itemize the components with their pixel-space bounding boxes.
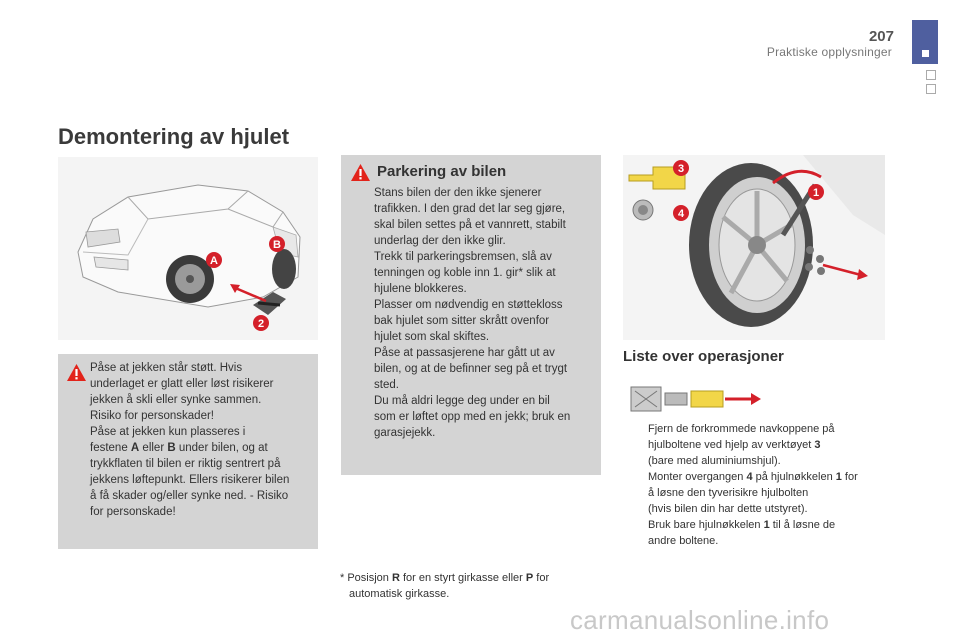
section-name: Praktiske opplysninger [766,45,892,59]
parking-line: sted. [374,379,399,391]
warning-line: trykkflaten til bilen er riktig sentrert på [90,458,281,470]
tab-box [926,70,936,80]
warning-line: underlaget er glatt eller løst risikerer [90,378,274,390]
callout-B [269,236,285,252]
jack-warning-box [58,354,318,549]
callout-label: A [210,255,218,267]
warning-line: Påse at jekken kun plasseres i [90,426,246,438]
wheel-removal-illustration [623,155,885,340]
tab-marker [922,50,929,57]
callout-label: 3 [677,163,685,175]
callout-label: 4 [677,208,685,220]
operation-item: Monter overgangen 4 på hjulnøkkelen 1 for å løsne den tyverisikre hjulbolten (hvis bilen din har dette utstyret). [623,469,893,517]
callout-3 [673,160,689,176]
bullet-icon [623,421,648,469]
warning-line: for personskade! [90,506,176,518]
callout-label: 2 [257,318,265,330]
parking-line: Påse at passasjerene har gått ut av [374,347,555,359]
watermark: carmanualsonline.info [570,605,830,635]
warning-line: å få skader og/eller synke ned. - Risiko [90,490,289,502]
bullet-icon [623,469,648,517]
parking-line: tenningen og koble inn 1. gir* slik at [374,267,556,279]
footnote-line: * Posisjon R for en styrt girkasse eller P for [340,572,550,584]
parking-line: Trekk til parkeringsbremsen, slå av [374,251,552,263]
warning-icon [67,364,86,381]
page-title: Demontering av hjulet [58,124,290,149]
parking-line: garasjejekk. [374,427,436,439]
parking-line: underlag der den ikke glir. [374,235,506,247]
footnote-line: automatisk girkasse. [349,588,450,600]
parking-line: Du må aldri legge deg under en bil [374,395,550,407]
operations-title: Liste over operasjoner [623,348,784,365]
callout-label: 1 [812,187,820,199]
jack-warning-text [90,360,316,520]
parking-line: skal bilen settes på et vannrett, stabilt [374,219,566,231]
parking-line: bak hjulet som sitter skrått ovenfor [374,315,550,327]
callout-4 [673,205,689,221]
car-jack-illustration [58,157,318,340]
callout-2 [253,315,269,331]
operation-item: Fjern de forkrommede navkoppene på hjulboltene ved hjelp av verktøyet 3 (bare med aluminiumshjul). [623,421,893,469]
tools-illustration [623,381,773,417]
parking-line: som er løftet opp med en jekk; bruk en [374,411,571,423]
warning-line: jekken å skli eller synke sammen. [90,394,262,406]
parking-line: hjulene blokkeres. [374,283,467,295]
parking-title: Parkering av bilen [377,163,507,180]
parking-line: trafikken. I den grad det lar seg gjøre, [374,203,566,215]
parking-box [341,155,601,475]
parking-line: hjulet som skal skiftes. [374,331,490,343]
parking-text [374,185,598,441]
warning-line: jekkens løftepunkt. Ellers risikerer bilen [90,474,290,486]
section-tab [912,20,938,64]
operation-item: Bruk bare hjulnøkkelen 1 til å løsne de andre boltene. [623,517,893,549]
warning-line: festene A eller B under bilen, og at [90,442,268,454]
tab-box [926,84,936,94]
callout-1 [808,184,824,200]
warning-line: Påse at jekken står støtt. Hvis [90,362,243,374]
page-number: 207 [868,28,894,45]
callout-label: B [273,239,281,251]
parking-line: bilen, og at de befinner seg på et trygt [374,363,568,375]
callout-A [206,252,222,268]
bullet-icon [623,517,648,549]
warning-icon [351,164,370,181]
operations-list [623,421,893,549]
parking-line: Stans bilen der den ikke sjenerer [374,187,542,199]
parking-line: Plasser om nødvendig en støttekloss [374,299,563,311]
warning-line: Risiko for personskader! [90,410,214,422]
footnote [340,570,600,602]
